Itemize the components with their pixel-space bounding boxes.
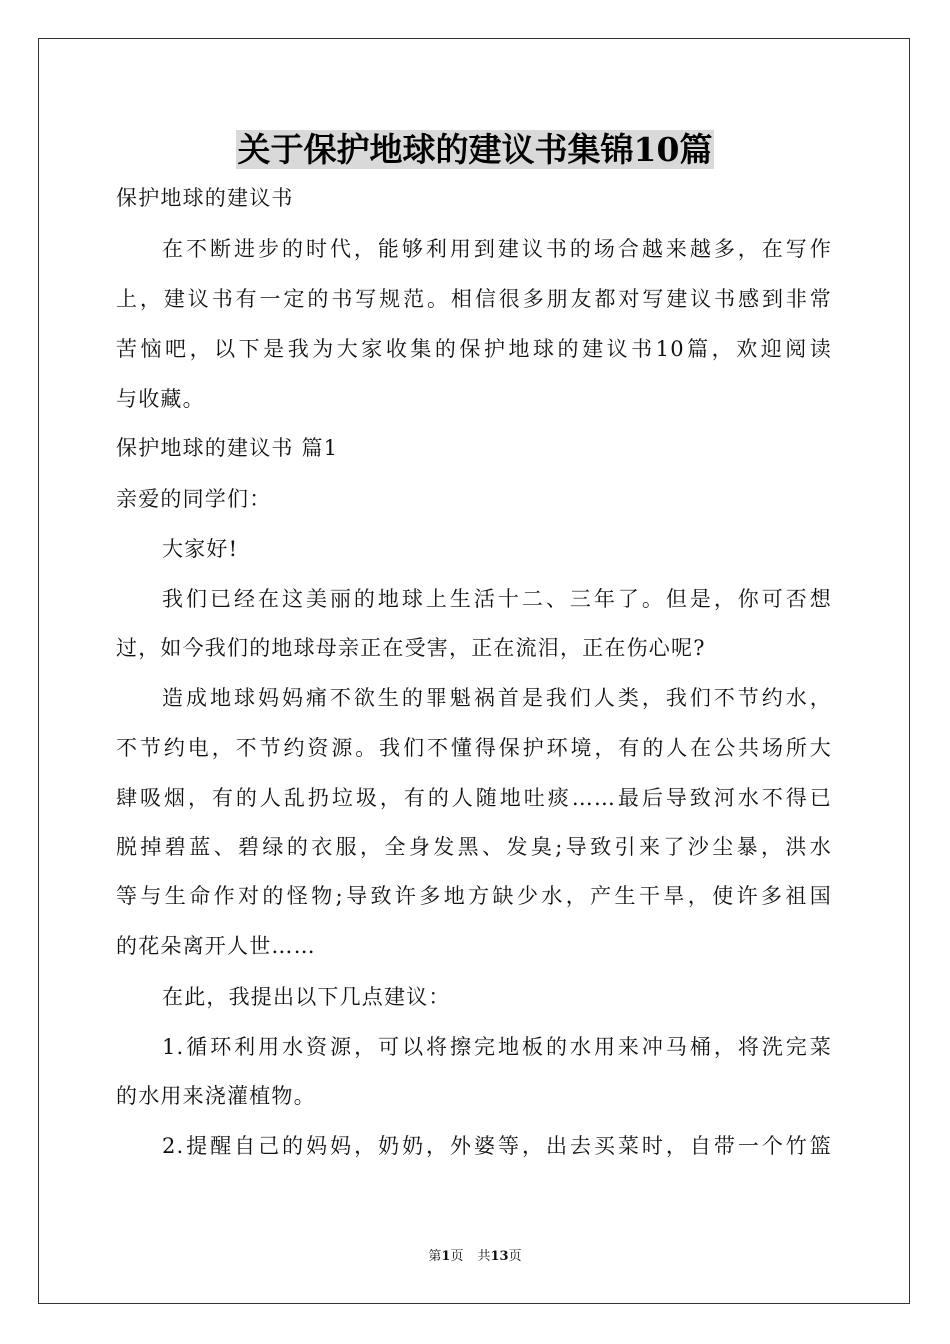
paragraph-line: 等与生命作对的怪物;导致许多地方缺少水，产生干旱，使许多祖国	[116, 884, 832, 908]
list-item-line: 1.循环利用水资源，可以将擦完地板的水用来冲马桶，将洗完菜	[162, 1035, 832, 1059]
paragraph-line: 肆吸烟，有的人乱扔垃圾，有的人随地吐痰……最后导致河水不得已	[116, 786, 832, 810]
page-number-prefix: 第	[428, 1249, 442, 1264]
paragraph-line: 不节约电，不节约资源。我们不懂得保护环境，有的人在公共场所大	[116, 736, 832, 760]
page-border	[38, 38, 910, 1304]
paragraph-line: 过，如今我们的地球母亲正在受害，正在流泪，正在伤心呢?	[116, 636, 706, 660]
page-number: 1	[441, 1249, 451, 1264]
total-pages-suffix: 页	[508, 1249, 522, 1264]
total-pages: 13	[490, 1249, 509, 1264]
paragraph-line: 苦恼吧，以下是我为大家收集的保护地球的建议书10篇，欢迎阅读	[116, 337, 832, 361]
salutation: 亲爱的同学们：	[116, 487, 272, 511]
greeting: 大家好!	[162, 537, 239, 561]
subtitle-line: 保护地球的建议书	[116, 186, 294, 210]
paragraph-line: 与收藏。	[116, 387, 205, 411]
total-pages-prefix: 共	[477, 1249, 491, 1264]
list-item-line: 2.提醒自己的妈妈，奶奶，外婆等，出去买菜时，自带一个竹篮	[162, 1134, 832, 1158]
paragraph-line: 在此，我提出以下几点建议：	[162, 985, 451, 1009]
paragraph-line: 脱掉碧蓝、碧绿的衣服，全身发黑、发臭;导致引来了沙尘暴，洪水	[116, 835, 832, 859]
section-heading: 保护地球的建议书 篇1	[116, 436, 339, 460]
paragraph-line: 上，建议书有一定的书写规范。相信很多朋友都对写建议书感到非常	[116, 287, 832, 311]
paragraph-line: 造成地球妈妈痛不欲生的罪魁祸首是我们人类，我们不节约水，	[162, 686, 832, 710]
page-footer	[0, 1245, 950, 1264]
document-title: 关于保护地球的建议书集锦10篇	[237, 130, 713, 169]
paragraph-line: 我们已经在这美丽的地球上生活十二、三年了。但是，你可否想	[162, 587, 832, 611]
paragraph-line: 在不断进步的时代，能够利用到建议书的场合越来越多，在写作	[162, 237, 832, 261]
page-number-suffix: 页	[450, 1249, 464, 1264]
paragraph-line: 的花朵离开人世……	[116, 934, 316, 958]
list-item-line: 的水用来浇灌植物。	[116, 1084, 316, 1108]
